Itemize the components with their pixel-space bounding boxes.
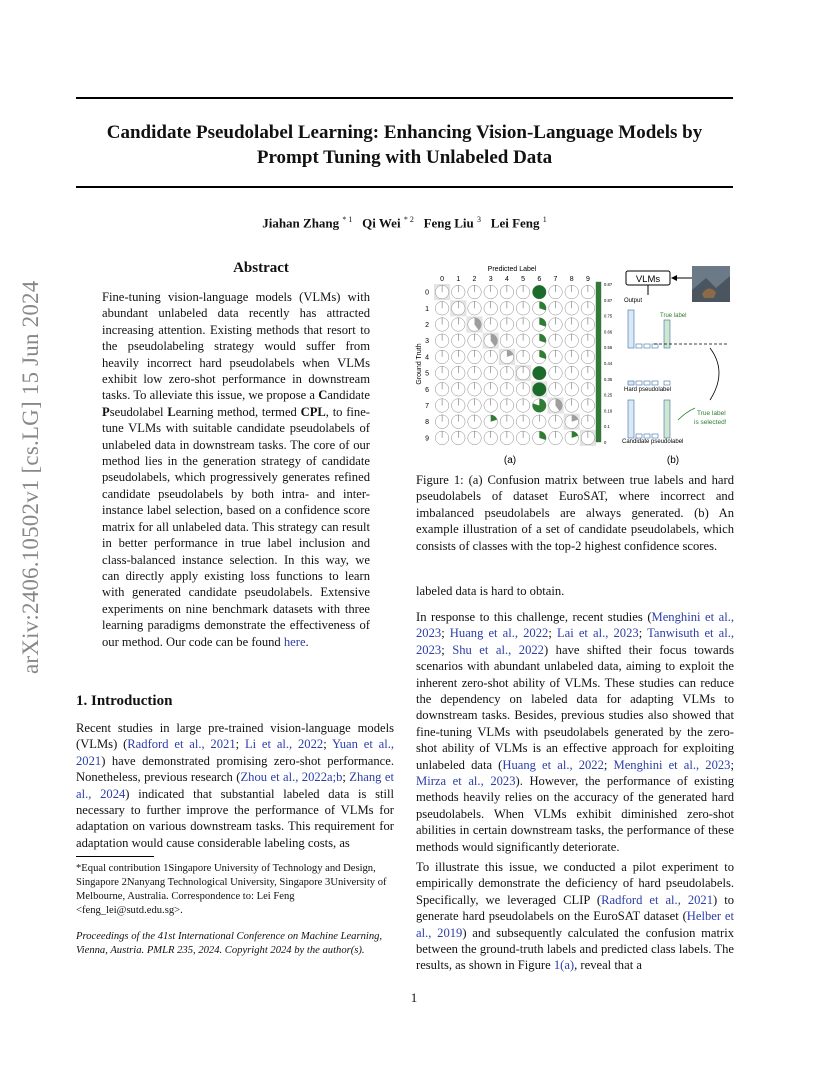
cm-y-tick: 7 <box>425 403 429 410</box>
abstract-sentence: andidate <box>327 388 370 403</box>
citation-link[interactable]: Mirza et al., 2023 <box>416 774 516 789</box>
figure-reference-link[interactable]: 1(a) <box>553 958 575 973</box>
intro-paragraph <box>76 720 394 851</box>
acronym-letter: P <box>102 404 110 419</box>
text-run: To illustrate this issue, we conducted a pilot experiment to empirically demonstrate the deficiency of hard pseudolabels. Specifically, we leveraged CLIP ( <box>416 860 734 907</box>
colorbar-tick: 0.56 <box>604 345 613 351</box>
text-run: ; <box>603 757 614 772</box>
author-affiliation: * 1 <box>342 215 353 224</box>
cm-y-tick: 6 <box>425 386 429 394</box>
colorbar-tick: 0 <box>604 440 607 445</box>
cm-x-tick: 4 <box>504 276 509 283</box>
cm-y-tick: 4 <box>425 354 429 362</box>
cm-x-tick: 7 <box>553 276 558 283</box>
figure-1-graphic <box>410 262 735 470</box>
paper-title <box>76 120 733 170</box>
colorbar-ticks <box>604 282 613 445</box>
flow-arrow <box>710 348 719 400</box>
citation-link[interactable]: Helber et al., 2019 <box>416 909 734 940</box>
footnote-affiliations: *Equal contribution 1Singapore University of Technology and Design, Singapore 2Nanyang Technological University, Singapore 3University of Melbourne, Australia. Correspondence to: Lei Feng <feng_lei@sutd.edu.sg>. <box>76 863 387 916</box>
citation-link[interactable]: Lai et al., 2023 <box>556 626 639 641</box>
cm-y-tick: 2 <box>425 322 429 329</box>
output-bar <box>664 400 670 438</box>
citation-link[interactable]: Menghini et al., 2023 <box>613 757 731 772</box>
text-run: ; <box>730 757 734 772</box>
confusion-matrix <box>425 276 596 446</box>
cm-x-tick: 9 <box>585 276 590 283</box>
cm-y-tick: 9 <box>425 435 429 443</box>
output-bar <box>644 381 650 385</box>
candidate-pseudolabel-label: Candidate pseudolabel <box>622 439 684 445</box>
vlms-label: VLMs <box>635 274 661 285</box>
title-line-1: Candidate Pseudolabel Learning: Enhancing Vision-Language Models by <box>106 122 703 143</box>
colorbar-tick: 0.1 <box>604 424 610 430</box>
hard-pseudolabel-label: Hard pseudolabel <box>624 387 672 393</box>
hard-pseudolabel-bars <box>628 381 670 385</box>
colorbar-tick: 0.75 <box>604 313 613 319</box>
author-name: Jiahan Zhang <box>262 215 340 231</box>
cm-y-tick: 0 <box>425 289 429 297</box>
figure-1 <box>410 262 735 470</box>
output-bar <box>636 344 642 348</box>
output-bar <box>652 344 658 348</box>
citation-link[interactable]: Radford et al., 2021 <box>127 737 236 752</box>
citation-link[interactable]: Radford et al., 2021 <box>601 892 714 907</box>
right-paragraph-2 <box>416 859 734 974</box>
text-run: ) to generate hard pseudolabels on the EuroSAT dataset ( <box>416 892 735 924</box>
author-name: Lei Feng <box>490 215 540 231</box>
acronym-letter: C <box>318 388 328 403</box>
citation-link[interactable]: Menghini et al., 2023 <box>416 610 734 641</box>
cm-cell-fill <box>533 383 547 397</box>
right-paragraph-0: labeled data is hard to obtain. <box>416 584 565 598</box>
acronym-letter: L <box>167 404 176 419</box>
colorbar-tick: 0.87 <box>604 282 613 287</box>
cm-x-tick: 2 <box>472 276 477 283</box>
cm-x-tick: 5 <box>521 276 526 283</box>
text-run: In response to this challenge, recent studies ( <box>416 610 652 624</box>
cm-x-tick: 3 <box>488 276 493 283</box>
output-bar <box>644 434 650 438</box>
text-run: ; <box>323 737 333 752</box>
abstract-sentence: earning method, termed <box>175 404 301 419</box>
author-affiliation: * 2 <box>403 215 414 224</box>
subfigure-b-label: (b) <box>666 455 680 466</box>
citation-link[interactable]: Shu et al., 2022 <box>452 642 544 657</box>
method-acronym: CPL <box>300 404 326 419</box>
citation-link[interactable]: Tanwisuth et al., 2023 <box>416 626 735 657</box>
author-name: Feng Liu <box>423 215 474 231</box>
text-run: ) and subsequently calculated the confusion matrix between the ground-truth labels and predicted class labels. The results, as shown in Figure <box>416 925 734 973</box>
citation-link[interactable]: Zhou et al., 2022a;b <box>240 770 343 785</box>
text-run: ; <box>638 626 648 641</box>
text-run: ; <box>441 626 450 641</box>
cm-x-tick: 0 <box>440 276 445 283</box>
subfigure-a-label: (a) <box>503 455 517 466</box>
output-bar <box>644 344 650 348</box>
output-bar <box>636 434 642 438</box>
selected-arrow <box>678 408 695 420</box>
colorbar-tick: 0.16 <box>604 408 613 414</box>
colorbar-tick: 0.25 <box>604 392 613 398</box>
colorbar-tick: 0.35 <box>604 376 613 382</box>
output-bar <box>664 381 670 385</box>
text-run: ; <box>548 626 557 641</box>
author-name: Qi Wei <box>362 215 401 231</box>
output-bar <box>628 381 634 385</box>
abstract-sentence: seudolabel <box>109 404 168 419</box>
citation-link[interactable]: Huang et al., 2022 <box>502 757 604 772</box>
cm-y-tick: 1 <box>425 305 429 313</box>
text-run: ). However, the performance of existing methods heavily relies on the accuracy of the generated hard pseudolabels. When VLMs exhibit diminished zero-shot abilities in certain downstream tasks, the performance of these methods would significantly deteriorate. <box>416 774 734 854</box>
text-run: Recent studies in large pre-trained vision-language models (VLMs) ( <box>76 721 394 752</box>
text-run: ) have shifted their focus towards scenarios with abundant unlabeled data, aiming to exploit the inherent zero-shot ability of VLMs. These studies can reduce the dependency on labeled data for adapting VLMs to downstream tasks. Besides, previous studies also showed that fine-tuning VLMs with pseudolabels generated by the zero-shot ability of VLMs is an effective approach for exploiting unlabeled data ( <box>416 642 734 772</box>
proceedings-note: Proceedings of the 41st International Conference on Machine Learning, Vienna, Austria. PMLR 235, 2024. Copyright 2024 by the author(s). <box>76 931 383 956</box>
citation-link[interactable]: Li et al., 2022 <box>244 737 324 752</box>
cm-y-tick: 5 <box>425 370 429 378</box>
candidate-pseudolabel-bars <box>628 400 670 438</box>
text-run: ; <box>441 642 453 657</box>
cm-cell-fill <box>533 285 547 299</box>
output-bar <box>636 381 642 385</box>
citation-link[interactable]: Zhang et al., 2024 <box>76 770 394 801</box>
text-run: ; <box>235 737 245 752</box>
text-run: , reveal that a <box>574 958 642 973</box>
output-bar <box>652 434 658 438</box>
abstract-text <box>102 289 370 650</box>
top-rule <box>76 97 733 99</box>
output-label: Output <box>624 298 643 304</box>
code-link[interactable]: here <box>283 634 306 649</box>
text-run: ; <box>342 770 350 785</box>
author-affiliation: 1 <box>542 215 547 224</box>
true-label-text: True label <box>660 313 687 319</box>
cm-cell-fill <box>533 366 547 380</box>
arxiv-stamp: arXiv:2406.10502v1 [cs.LG] 15 Jun 2024 <box>18 280 43 674</box>
text-run: ) indicated that substantial labeled data is still necessary to further improve the performance of VLMs for adaptation on various downstream tasks. This requirement for adaptation would cause considerable labeling costs, as <box>76 786 394 850</box>
output-bar <box>652 381 658 385</box>
abstract-sentence: Fine-tuning vision-language models (VLMs) with abundant unlabeled data recently has attracted increasing attention. Existing methods that resort to the pseudolabeling strategy would suffer from heavily incorrect hard pseudolabels when VLMs exhibit low zero-shot performance in downstream tasks. To alleviate this issue, we propose a <box>102 290 370 403</box>
cm-y-title: Ground Truth <box>416 343 423 385</box>
text-run: ) have demonstrated promising zero-shot performance. Nonetheless, previous research ( <box>76 753 394 785</box>
colorbar-tick: 0.87 <box>604 297 613 303</box>
abstract-heading: Abstract <box>233 260 289 276</box>
colorbar <box>596 282 601 442</box>
cm-x-tick: 8 <box>569 276 574 283</box>
output-bar <box>628 400 634 438</box>
cm-y-tick: 8 <box>425 419 429 427</box>
citation-link[interactable]: Huang et al., 2022 <box>449 626 549 641</box>
cm-x-title: Predicted Label <box>487 266 537 273</box>
right-paragraph-1 <box>416 609 734 855</box>
cm-x-tick: 1 <box>456 276 461 283</box>
abstract-sentence: . <box>305 634 309 649</box>
footnote-rule <box>76 856 154 857</box>
title-bottom-rule <box>76 186 733 188</box>
page-number: 1 <box>410 990 418 1005</box>
citation-link[interactable]: Yuan et al., 2021 <box>76 737 395 768</box>
title-line-2: Prompt Tuning with Unlabeled Data <box>256 147 553 168</box>
abstract-sentence: , to fine-tune VLMs with suitable candidate pseudolabels of unlabeled data in downstream tasks. The core of our method lies in the generation strategy of candidate pseudolabels, which progressively generates refined candidate pseudolabels by both intra- and inter-instance label selection, based on a confidence score matrix for all unlabeled data. This strategy can result in better performance in true label inclusion and class-balanced instance selection. In this way, we can directly apply existing loss functions to learn with generated candidate pseudolabels. Extensive experiments on nine benchmark datasets with three learning paradigms demonstrate the effectiveness of our method. Our code can be found <box>102 404 370 649</box>
cm-y-tick: 3 <box>425 338 429 346</box>
author-list <box>76 215 733 231</box>
author-affiliation: 3 <box>477 215 482 224</box>
true-selected-line1: True label <box>697 410 726 417</box>
output-bar <box>628 310 634 348</box>
figure-1-caption: Figure 1: (a) Confusion matrix between true labels and hard pseudolabels of dataset EuroSAT, where incorrect and imbalanced pseudolabels are always generated. (b) An example illustration of a set of candidate pseudolabels, which consists of classes with the top-2 highest confidence scores. <box>416 473 734 553</box>
cm-x-tick: 6 <box>537 276 542 283</box>
colorbar-tick: 0.66 <box>604 329 613 335</box>
section-heading-introduction: 1. Introduction <box>76 693 173 709</box>
colorbar-tick: 0.44 <box>604 361 613 366</box>
true-selected-line2: is selected! <box>694 419 727 426</box>
